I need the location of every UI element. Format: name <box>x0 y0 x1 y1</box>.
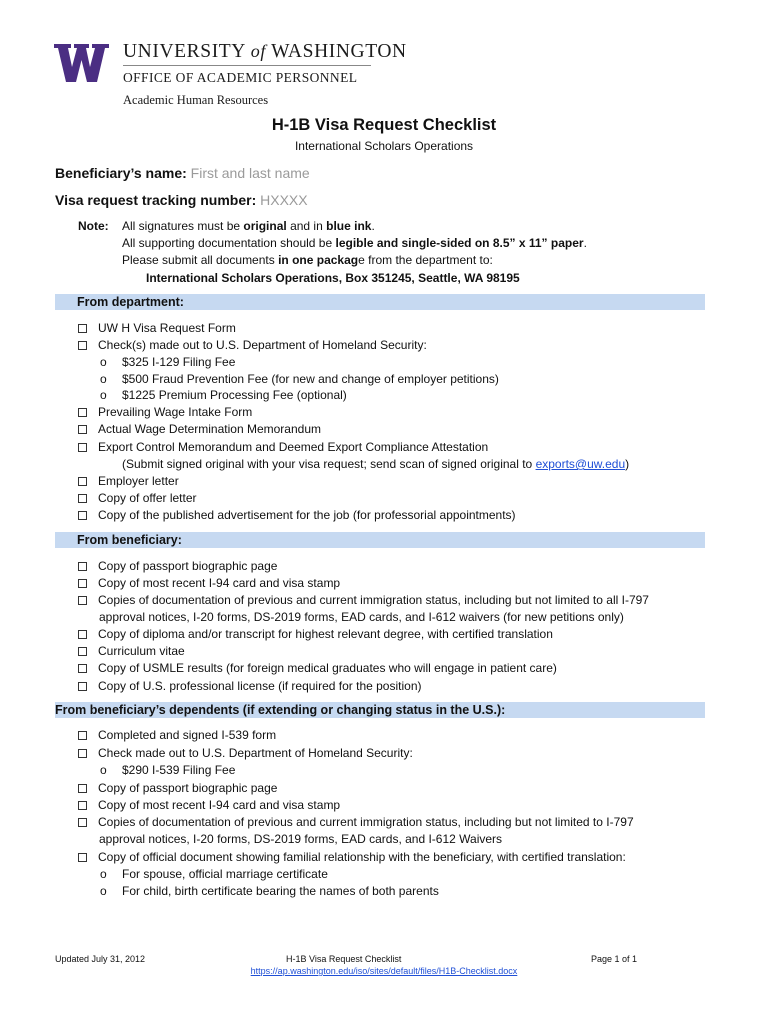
checkbox[interactable] <box>78 596 87 605</box>
checklist-item[interactable]: UW H Visa Request Form <box>78 320 236 337</box>
checklist-item[interactable]: Export Control Memorandum and Deemed Export Compliance Attestation <box>78 439 488 456</box>
checkbox[interactable] <box>78 818 87 827</box>
footer-doc-title: H-1B Visa Request Checklist <box>286 954 402 964</box>
checkbox[interactable] <box>78 511 87 520</box>
office-name: OFFICE OF ACADEMIC PERSONNEL <box>123 70 358 85</box>
note-line-1: All signatures must be original and in blue ink. <box>122 219 375 233</box>
relationship-doc-item: o For child, birth certificate bearing the names of both parents <box>100 884 439 898</box>
page-subtitle: International Scholars Operations <box>294 139 474 153</box>
checklist-item[interactable]: Employer letter <box>78 473 179 490</box>
checkbox[interactable] <box>78 341 87 350</box>
fee-item: o $500 Fraud Prevention Fee (for new and change of employer petitions) <box>100 372 499 386</box>
fee-item: o $290 I-539 Filing Fee <box>100 763 236 777</box>
beneficiary-name-placeholder[interactable]: First and last name <box>190 165 310 181</box>
checkbox[interactable] <box>78 443 87 452</box>
beneficiary-name-label: Beneficiary’s name: <box>55 165 187 181</box>
checklist-item[interactable]: Copy of the published advertisement for the job (for professorial appointments) <box>78 507 516 524</box>
checklist-item[interactable]: Check made out to U.S. Department of Homeland Security: <box>78 745 413 762</box>
checklist-item[interactable]: Completed and signed I-539 form <box>78 727 276 744</box>
checklist-item[interactable]: Copies of documentation of previous and current immigration status, including but not limited to I-797 <box>78 814 634 831</box>
note-line-3: Please submit all documents in one package from the department to: <box>122 253 493 267</box>
checkbox[interactable] <box>78 801 87 810</box>
checkbox[interactable] <box>78 647 87 656</box>
checklist-item[interactable]: Copy of passport biographic page <box>78 558 277 575</box>
org-header <box>123 40 407 107</box>
checkbox[interactable] <box>78 494 87 503</box>
exports-email-link[interactable]: exports@uw.edu <box>535 457 626 471</box>
checklist-item[interactable]: Copy of passport biographic page <box>78 780 277 797</box>
checkbox[interactable] <box>78 408 87 417</box>
checkbox[interactable] <box>78 784 87 793</box>
beneficiary-name-field[interactable] <box>55 165 310 181</box>
footer-url-link[interactable]: https://ap.washington.edu/iso/sites/default/files/H1B-Checklist.docx <box>250 966 518 976</box>
footer-page-number: Page 1 of 1 <box>591 954 638 964</box>
section-heading-beneficiary: From beneficiary: <box>55 532 705 548</box>
uw-logo-icon <box>54 44 109 82</box>
checklist-item[interactable]: Actual Wage Determination Memorandum <box>78 421 321 438</box>
org-divider <box>123 65 371 66</box>
section-heading-dependents: From beneficiary’s dependents (if extending or changing status in the U.S.): <box>55 702 705 718</box>
checklist-item[interactable]: Copy of USMLE results (for foreign medical graduates who will engage in patient care) <box>78 660 557 677</box>
tracking-number-label: Visa request tracking number: <box>55 192 257 208</box>
checkbox[interactable] <box>78 562 87 571</box>
checklist-item-continuation: approval notices, I-20 forms, DS-2019 forms, EAD cards, and I-612 Waivers <box>99 832 503 846</box>
checklist-item[interactable]: Copy of U.S. professional license (if required for the position) <box>78 678 422 695</box>
footer-url <box>0 966 768 976</box>
checkbox[interactable] <box>78 853 87 862</box>
checklist-item[interactable]: Curriculum vitae <box>78 643 185 660</box>
page-title: H-1B Visa Request Checklist <box>271 116 497 134</box>
mailing-address: International Scholars Operations, Box 351245, Seattle, WA 98195 <box>146 271 520 285</box>
checkbox[interactable] <box>78 579 87 588</box>
org-name: UNIVERSITY of WASHINGTON <box>123 41 407 62</box>
tracking-number-placeholder[interactable]: HXXXX <box>260 192 308 208</box>
checkbox[interactable] <box>78 664 87 673</box>
note-line-2: All supporting documentation should be legible and single-sided on 8.5” x 11” paper. <box>122 236 587 250</box>
checklist-item[interactable]: Copies of documentation of previous and current immigration status, including but not limited to all I-797 <box>78 592 649 609</box>
checklist-item[interactable]: Prevailing Wage Intake Form <box>78 404 252 421</box>
checkbox[interactable] <box>78 477 87 486</box>
unit-name: Academic Human Resources <box>123 93 269 107</box>
checklist-item[interactable]: Copy of offer letter <box>78 490 197 507</box>
export-control-note: (Submit signed original with your visa request; send scan of signed original to exports@uw.edu) <box>122 457 630 471</box>
section-heading-department: From department: <box>55 294 705 310</box>
checklist-item[interactable]: Check(s) made out to U.S. Department of Homeland Security: <box>78 337 427 354</box>
tracking-number-field[interactable] <box>55 192 308 208</box>
checkbox[interactable] <box>78 749 87 758</box>
note-label: Note: <box>78 219 109 233</box>
footer-updated: Updated July 31, 2012 <box>55 954 146 964</box>
checkbox[interactable] <box>78 630 87 639</box>
fee-item: o $1225 Premium Processing Fee (optional) <box>100 388 347 402</box>
relationship-doc-item: o For spouse, official marriage certificate <box>100 867 328 881</box>
checklist-item-continuation: approval notices, I-20 forms, DS-2019 forms, EAD cards, and I-612 waivers (for new petitions only) <box>99 610 624 624</box>
checklist-item[interactable]: Copy of diploma and/or transcript for highest relevant degree, with certified translation <box>78 626 553 643</box>
checkbox[interactable] <box>78 731 87 740</box>
checkbox[interactable] <box>78 324 87 333</box>
checkbox[interactable] <box>78 682 87 691</box>
checkbox[interactable] <box>78 425 87 434</box>
checklist-item[interactable]: Copy of official document showing familial relationship with the beneficiary, with certified translation: <box>78 849 626 866</box>
fee-item: o $325 I-129 Filing Fee <box>100 355 236 369</box>
checklist-item[interactable]: Copy of most recent I-94 card and visa stamp <box>78 575 340 592</box>
checklist-item[interactable]: Copy of most recent I-94 card and visa stamp <box>78 797 340 814</box>
